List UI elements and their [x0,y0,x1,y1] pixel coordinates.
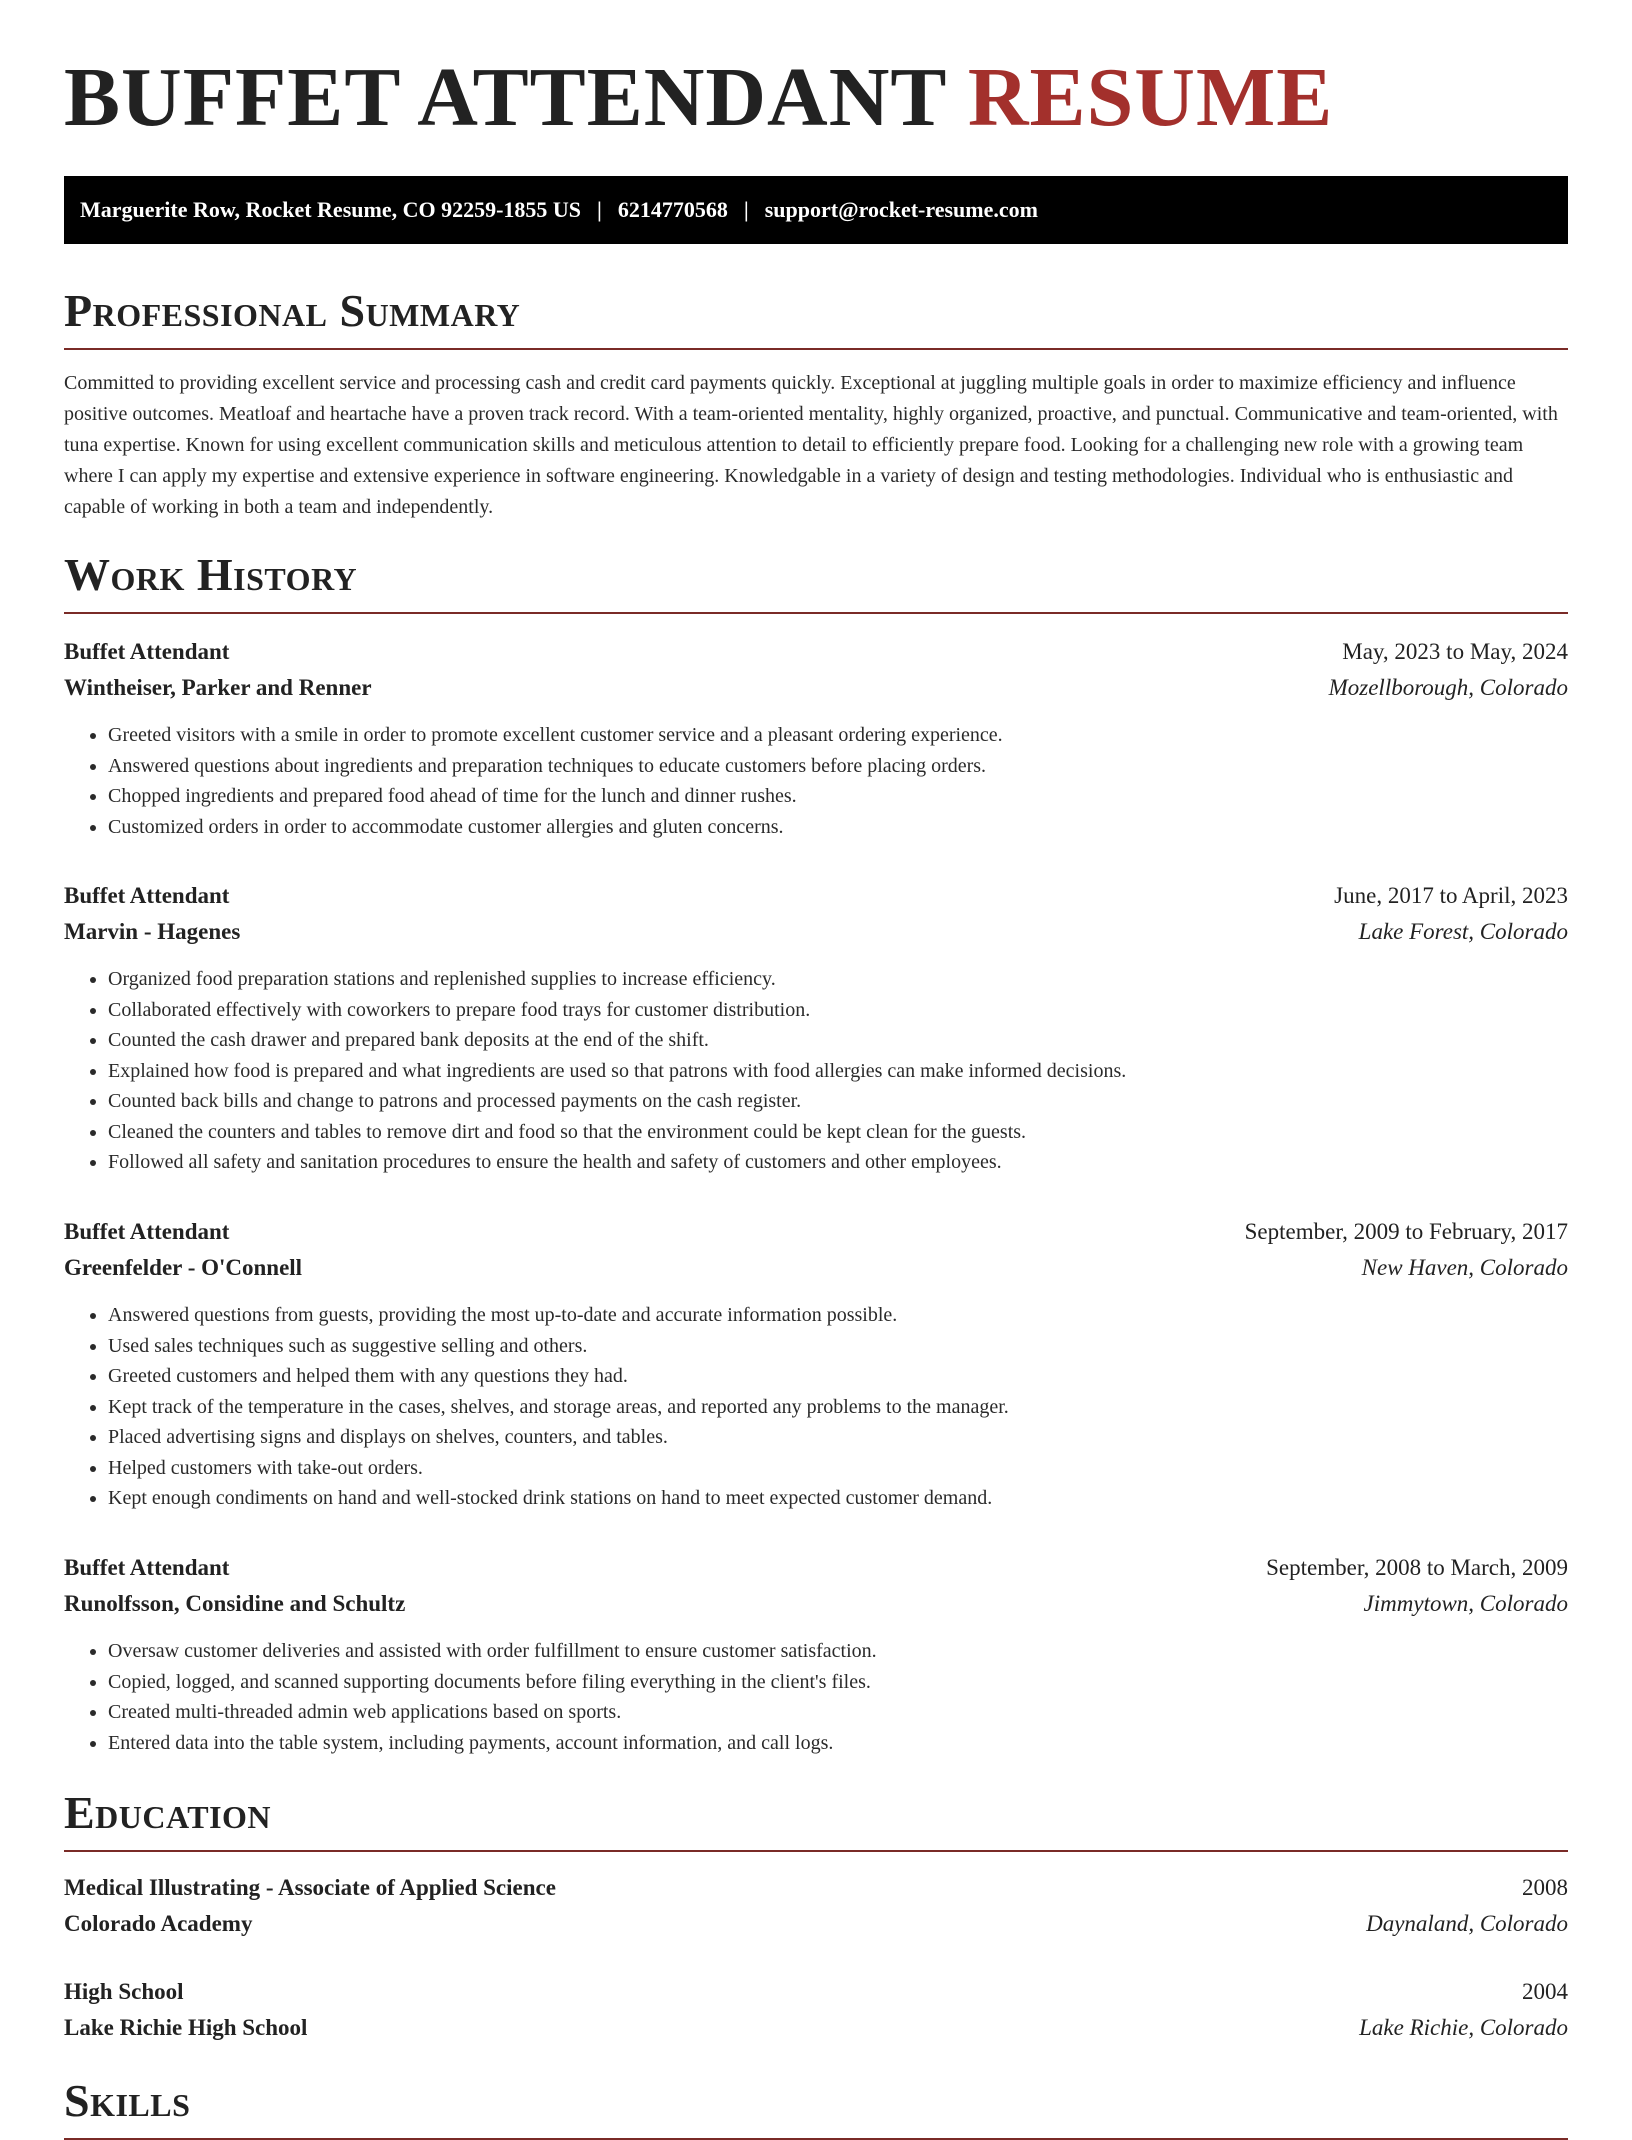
contact-separator: | [597,197,602,222]
education-location: Lake Richie, Colorado [1359,2015,1568,2040]
job-company-row [64,914,1568,950]
education-degree: High School [64,1979,184,2004]
job-bullet: • Followed all safety and sanitation procedures to ensure the health and safety of customers and other employees. [108,1147,1568,1178]
education-degree: Medical Illustrating - Associate of Applied Science [64,1875,556,1900]
job-company: Marvin - Hagenes [64,919,241,944]
job-bullet: • Kept track of the temperature in the cases, shelves, and storage areas, and reported any problems to the manager. [108,1392,1568,1423]
job-header-row [64,1214,1568,1250]
education-year: 2008 [1522,1875,1568,1900]
job-header-row [64,634,1568,670]
contact-bar [64,176,1568,244]
job-company-row [64,1586,1568,1622]
job-bullet: • Oversaw customer deliveries and assisted with order fulfillment to ensure customer satisfaction. [108,1636,1568,1667]
education-header-row [64,1870,1568,1906]
contact-email[interactable]: support@rocket-resume.com [764,197,1038,222]
job-bullet: • Counted the cash drawer and prepared bank deposits at the end of the shift. [108,1025,1568,1056]
job-bullet: • Used sales techniques such as suggestive selling and others. [108,1331,1568,1362]
job-header-row [64,878,1568,914]
job-dates: June, 2017 to April, 2023 [1334,883,1568,908]
job-bullet: • Helped customers with take-out orders. [108,1453,1568,1484]
job-bullets [64,1300,1568,1514]
job-bullet: • Copied, logged, and scanned supporting documents before filing everything in the client's files. [108,1667,1568,1698]
summary-heading: Professional Summary [64,288,1568,350]
job-dates: May, 2023 to May, 2024 [1342,639,1568,664]
title-accent: RESUME [967,51,1334,144]
education-school: Lake Richie High School [64,2015,308,2040]
job-dates: September, 2009 to February, 2017 [1244,1219,1568,1244]
job-company: Runolfsson, Considine and Schultz [64,1591,406,1616]
job-bullet: • Answered questions about ingredients and preparation techniques to educate customers before placing orders. [108,751,1568,782]
job-title: Buffet Attendant [64,1555,230,1580]
job-bullet: • Customized orders in order to accommodate customer allergies and gluten concerns. [108,812,1568,843]
job-bullets [64,720,1568,842]
job-bullet: • Organized food preparation stations and replenished supplies to increase efficiency. [108,964,1568,995]
education-year: 2004 [1522,1979,1568,2004]
education-heading: Education [64,1790,1568,1852]
job-bullet: • Collaborated effectively with coworkers to prepare food trays for customer distribution. [108,995,1568,1026]
job-bullet: • Placed advertising signs and displays on shelves, counters, and tables. [108,1422,1568,1453]
job-header-row [64,1550,1568,1586]
job-bullet: • Greeted visitors with a smile in order to promote excellent customer service and a pleasant ordering experience. [108,720,1568,751]
summary-text: Committed to providing excellent service and processing cash and credit card payments quickly. Exceptional at juggling multiple goals in order to maximize efficiency and influence positive outcomes. Meatloaf and heartache have a proven track record. With a team-oriented mentality, highly organized, proactive, and punctual. Communicative and team-oriented, with tuna expertise. Known for using excellent communication skills and meticulous attention to detail to efficiently prepare food. Looking for a challenging new role with a growing team where I can apply my expertise and extensive experience in software engineering. Knowledgable in a variety of design and testing methodologies. Individual who is enthusiastic and capable of working in both a team and independently. [64,372,1558,518]
job-title: Buffet Attendant [64,1219,230,1244]
job-bullet: • Answered questions from guests, providing the most up-to-date and accurate information possible. [108,1300,1568,1331]
job-bullet: • Created multi-threaded admin web applications based on sports. [108,1697,1568,1728]
education-school-row [64,1906,1568,1942]
job-bullet: • Explained how food is prepared and what ingredients are used so that patrons with food allergies can make informed decisions. [108,1056,1568,1087]
job-dates: September, 2008 to March, 2009 [1266,1555,1568,1580]
skills-heading: Skills [64,2078,1568,2140]
job-company: Greenfelder - O'Connell [64,1255,303,1280]
contact-phone[interactable]: 6214770568 [617,197,728,222]
job-bullet: • Kept enough condiments on hand and well-stocked drink stations on hand to meet expected customer demand. [108,1483,1568,1514]
job-entry [64,878,1568,1178]
education-school: Colorado Academy [64,1911,253,1936]
job-company: Wintheiser, Parker and Renner [64,675,372,700]
job-entry [64,1214,1568,1514]
resume-title [64,51,1334,144]
education-entry [64,1870,1568,1942]
job-entry [64,634,1568,842]
job-bullet: • Chopped ingredients and prepared food ahead of time for the lunch and dinner rushes. [108,781,1568,812]
job-company-row [64,1250,1568,1286]
job-location: Lake Forest, Colorado [1358,919,1568,944]
job-location: New Haven, Colorado [1361,1255,1568,1280]
job-bullet: • Greeted customers and helped them with any questions they had. [108,1361,1568,1392]
job-bullets [64,964,1568,1178]
work-history-heading: Work History [64,552,1568,614]
title-main: BUFFET ATTENDANT [64,51,946,144]
job-entry [64,1550,1568,1758]
job-title: Buffet Attendant [64,639,230,664]
contact-address: Marguerite Row, Rocket Resume, CO 92259-1855 US [80,197,582,222]
job-bullet: • Cleaned the counters and tables to remove dirt and food so that the environment could be kept clean for the guests. [108,1117,1568,1148]
job-title: Buffet Attendant [64,883,230,908]
education-location: Daynaland, Colorado [1366,1911,1568,1936]
education-entry [64,1974,1568,2046]
education-header-row [64,1974,1568,2010]
job-bullet: • Counted back bills and change to patrons and processed payments on the cash register. [108,1086,1568,1117]
job-bullet: • Entered data into the table system, including payments, account information, and call logs. [108,1728,1568,1759]
job-location: Jimmytown, Colorado [1363,1591,1568,1616]
job-company-row [64,670,1568,706]
education-school-row [64,2010,1568,2046]
job-bullets [64,1636,1568,1758]
contact-separator: | [743,197,749,222]
job-location: Mozellborough, Colorado [1328,675,1568,700]
